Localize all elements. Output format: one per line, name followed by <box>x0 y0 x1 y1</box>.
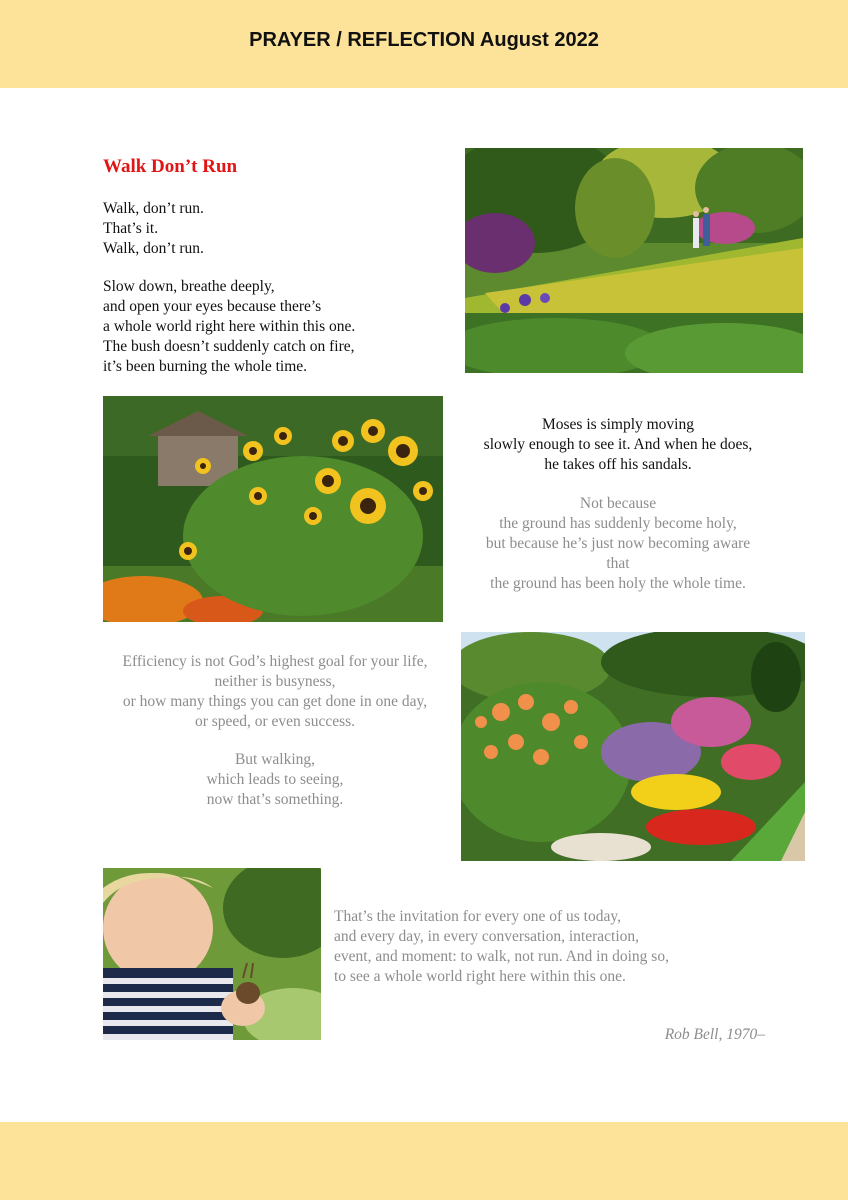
poem-line: That’s the invitation for every one of us today, <box>334 908 621 925</box>
poem-line: but because he’s just now becoming aware <box>485 535 751 552</box>
poem-line: event, and moment: to walk, not run. And in doing so, <box>334 948 669 965</box>
footer-band <box>0 1122 848 1200</box>
stanza-7 <box>334 907 669 987</box>
child-with-snail-photo <box>103 868 321 1040</box>
poem-line: that <box>606 555 630 572</box>
poem-line: or speed, or even success. <box>194 713 356 730</box>
stanza-4 <box>462 494 774 594</box>
poem-line: and every day, in every conversation, interaction, <box>334 928 639 945</box>
stanza-1 <box>103 199 204 259</box>
poem-line: the ground has suddenly become holy, <box>499 515 737 532</box>
poem-line: Moses is simply moving <box>541 416 694 433</box>
poem-line: or how many things you can get done in one day, <box>122 693 428 710</box>
poem-line: he takes off his sandals. <box>544 456 692 473</box>
poem-line: and open your eyes because there’s <box>103 298 322 315</box>
poem-line: Walk, don’t run. <box>103 200 204 217</box>
poem-line: But walking, <box>234 751 316 768</box>
poem-line: neither is busyness, <box>214 673 336 690</box>
poem-line: which leads to seeing, <box>206 771 344 788</box>
garden-path-photo <box>465 148 803 373</box>
poem-line: a whole world right here within this one. <box>103 318 356 335</box>
poem-line: The bush doesn’t suddenly catch on fire, <box>103 338 355 355</box>
poem-line: Walk, don’t run. <box>103 240 204 257</box>
author-credit: Rob Bell, 1970– <box>664 1026 765 1043</box>
stanza-5 <box>100 652 450 732</box>
poem-line: That’s it. <box>103 220 159 237</box>
stanza-6 <box>100 750 450 810</box>
poem-line: now that’s something. <box>206 791 344 808</box>
poem-line: slowly enough to see it. And when he does, <box>483 436 753 453</box>
poem-line: the ground has been holy the whole time. <box>490 575 746 592</box>
poem-line: to see a whole world right here within this one. <box>334 968 626 985</box>
poem-line: Slow down, breathe deeply, <box>103 278 275 295</box>
page-title: PRAYER / REFLECTION August 2022 <box>249 29 599 51</box>
flower-border-photo <box>461 632 805 861</box>
stanza-3 <box>462 415 774 475</box>
poem-line: Not because <box>579 495 657 512</box>
poem-line: Efficiency is not God’s highest goal for your life, <box>122 653 428 670</box>
poem-line: it’s been burning the whole time. <box>103 358 308 375</box>
sunflowers-photo <box>103 396 443 622</box>
poem-title: Walk Don’t Run <box>103 156 238 177</box>
stanza-2 <box>103 277 355 377</box>
